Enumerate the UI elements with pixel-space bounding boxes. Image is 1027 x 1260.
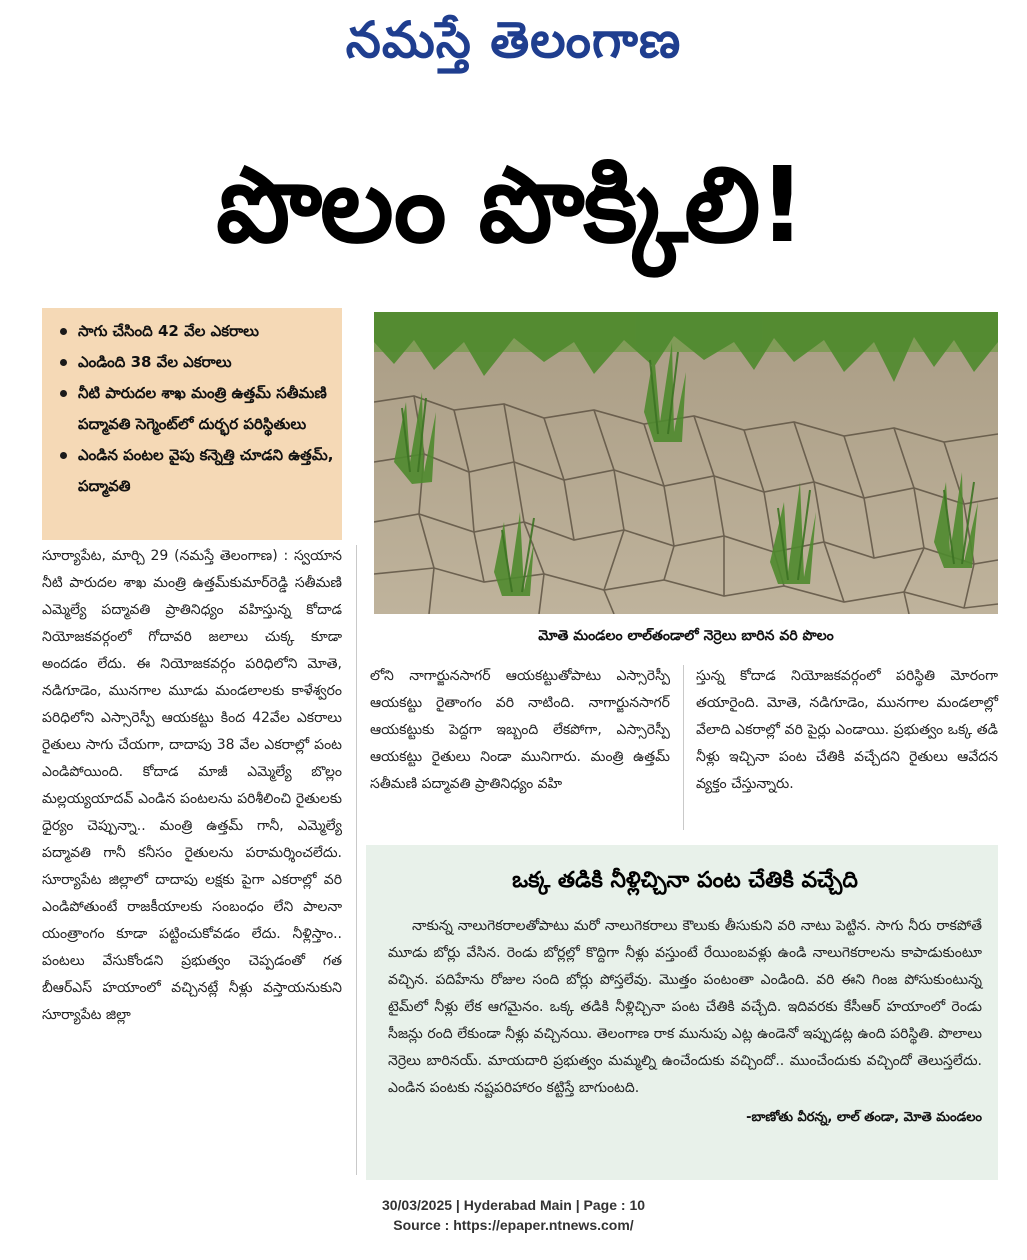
highlight-item: నీటి పారుదల శాఖ మంత్రి ఉత్తమ్ సతీమణి పద్మావతి సెగ్మెంట్‌లో దుర్భర పరిస్థితులు [52, 378, 334, 440]
quote-body: నాకున్న నాలుగెకరాలతోపాటు మరో నాలుగెకరాలు కౌలుకు తీసుకుని వరి నాటు పెట్టిన. సాగు నీరు రాకపోతే మూడు బోర్లు వేసిన. రెండు బోర్లల్లో కొద్దిగా నీళ్లు వస్తుంటే రేయింబవళ్లు ఉండి నాలుగెకరాలను కాపాడుకుంటూ వచ్చిన. పదిహేను రోజుల సంది బోర్లు పోస్తలేవు. మొత్తం పంటంతా ఎండింది. వరి ఈని గింజ పోసుకుంటున్న టైమ్‌లో నీళ్లు లేక ఆగమైనం. ఒక్క తడికి నీళ్లిచ్చినా పంట చేతికి వచ్చేది. ఇదివరకు కేసీఆర్ హయాంలో రెండు సీజన్లు రంది లేకుండా నీళ్లు వచ్చినయి. తెలంగాణ రాక మునుపు ఎట్ల ఉండెనో ఇప్పుడట్ల ఉంది పరిస్థితి. పొలాలు నెర్రెలు బారినయ్. మాయదారి ప్రభుత్వం మమ్మల్ని ఉంచేందుకు వచ్చిందో.. ముంచేందుకు వచ్చిందో తెలుస్తలేదు. ఎండిన పంటకు నష్టపరిహారం కట్టిస్తే బాగుంటది. [388, 918, 982, 1096]
article-column-1: సూర్యాపేట, మార్చి 29 (నమస్తే తెలంగాణ) : స్వయాన నీటి పారుదల శాఖ మంత్రి ఉత్తమ్‌కుమార్‌రెడ్డి సతీమణి ఎమ్మెల్యే పద్మావతి ప్రాతినిధ్యం వహిస్తున్న కోదాడ నియోజకవర్గంలో గోదావరి జలాలు చుక్క కూడా అందడం లేదు. ఈ నియోజకవర్గం పరిధిలోని మోతె, నడిగూడెం, మునగాల మూడు మండలాలకు కాళేశ్వరం పరిధిలోని ఎస్సారెస్పీ ఆయకట్టు కింద 42వేల ఎకరాలు రైతులు సాగు చేయగా, దాదాపు 38 వేల ఎకరాల్లో పంట ఎండిపోయింది. కోదాడ మాజీ ఎమ్మెల్యే బొల్లం మల్లయ్యయాదవ్ ఎండిన పంటలను పరిశీలించి రైతులకు ధైర్యం చెప్పున్నా.. మంత్రి ఉత్తమ్ గానీ, ఎమ్మెల్యే పద్మావతి గానీ కనీసం రైతులను పరామర్శించలేదు. సూర్యాపేట జిల్లాలో దాదాపు లక్షకు పైగా ఎకరాల్లో వరి ఎండిపోతుంటే రాజకీయాలకు సంబంధం లేని పాలనా యంత్రాంగం కూడా పట్టించుకోవడం లేదు. నీళ్లిస్తాం.. పంటలు వేసుకోండని ప్రభుత్వం చెప్పడంతో గత బీఆర్‌ఎస్ హయాంలో వచ్చినట్లే నీళ్లు వస్తాయనుకుని సూర్యాపేట జిల్లా [42, 548, 342, 1023]
headline: పొలం పొక్కిలి! [216, 144, 804, 266]
bullet-icon [60, 359, 67, 366]
footer-edition-line: 30/03/2025 | Hyderabad Main | Page : 10 [381, 1197, 646, 1213]
bullet-icon [60, 390, 67, 397]
quote-title: ఒక్క తడికి నీళ్లిచ్చినా పంట చేతికి వచ్చేది [512, 868, 858, 893]
column-divider [683, 665, 684, 830]
highlights-box [42, 308, 342, 540]
highlight-item: ఎండిన పంటల వైపు కన్నెత్తి చూడని ఉత్తమ్, పద్మావతి [52, 440, 334, 502]
masthead-logo: నమస్తే తెలంగాణ [345, 10, 682, 69]
highlight-item: సాగు చేసింది 42 వేల ఎకరాలు [52, 316, 334, 347]
footer-source-line: Source : https://epaper.ntnews.com/ [393, 1217, 634, 1233]
bullet-icon [60, 328, 67, 335]
highlight-item: ఎండింది 38 వేల ఎకరాలు [52, 347, 334, 378]
farmer-quote-box [366, 845, 998, 1180]
photo-caption: మోతె మండలం లాల్‌తండాలో నెర్రెలు బారిన వరి పొలం [538, 628, 834, 644]
bullet-icon [60, 452, 67, 459]
column-divider [356, 545, 357, 1175]
article-column-2: లోని నాగార్జునసాగర్ ఆయకట్టుతోపాటు ఎస్సారెస్పీ ఆయకట్టు రైతాంగం వరి నాటింది. నాగార్జునసాగర్ ఆయకట్టుకు పెద్దగా ఇబ్బంది లేకపోగా, ఎస్సారెస్పీ ఆయకట్టు రైతులు నిండా మునిగారు. మంత్రి ఉత్తమ్ సతీమణి పద్మావతి ప్రాతినిధ్యం వహి [370, 668, 670, 792]
cracked-field-image [374, 312, 998, 614]
article-column-3: స్తున్న కోదాడ నియోజకవర్గంలో పరిస్థితి మోరంగా తయారైంది. మోతె, నడిగూడెం, మునగాల మండలాల్లో వేలాది ఎకరాల్లో వరి పైర్లు ఎండాయి. ప్రభుత్వం ఒక్క తడి నీళ్లు ఇచ్చినా పంట చేతికి వచ్చేదని రైతులు ఆవేదన వ్యక్తం చేస్తున్నారు. [696, 668, 998, 792]
page-footer [0, 1195, 1027, 1235]
quote-attribution: -బాణోతు వీరన్న, లాల్ తండా, మోతె మండలం [746, 1110, 982, 1125]
article-photo [374, 312, 998, 614]
